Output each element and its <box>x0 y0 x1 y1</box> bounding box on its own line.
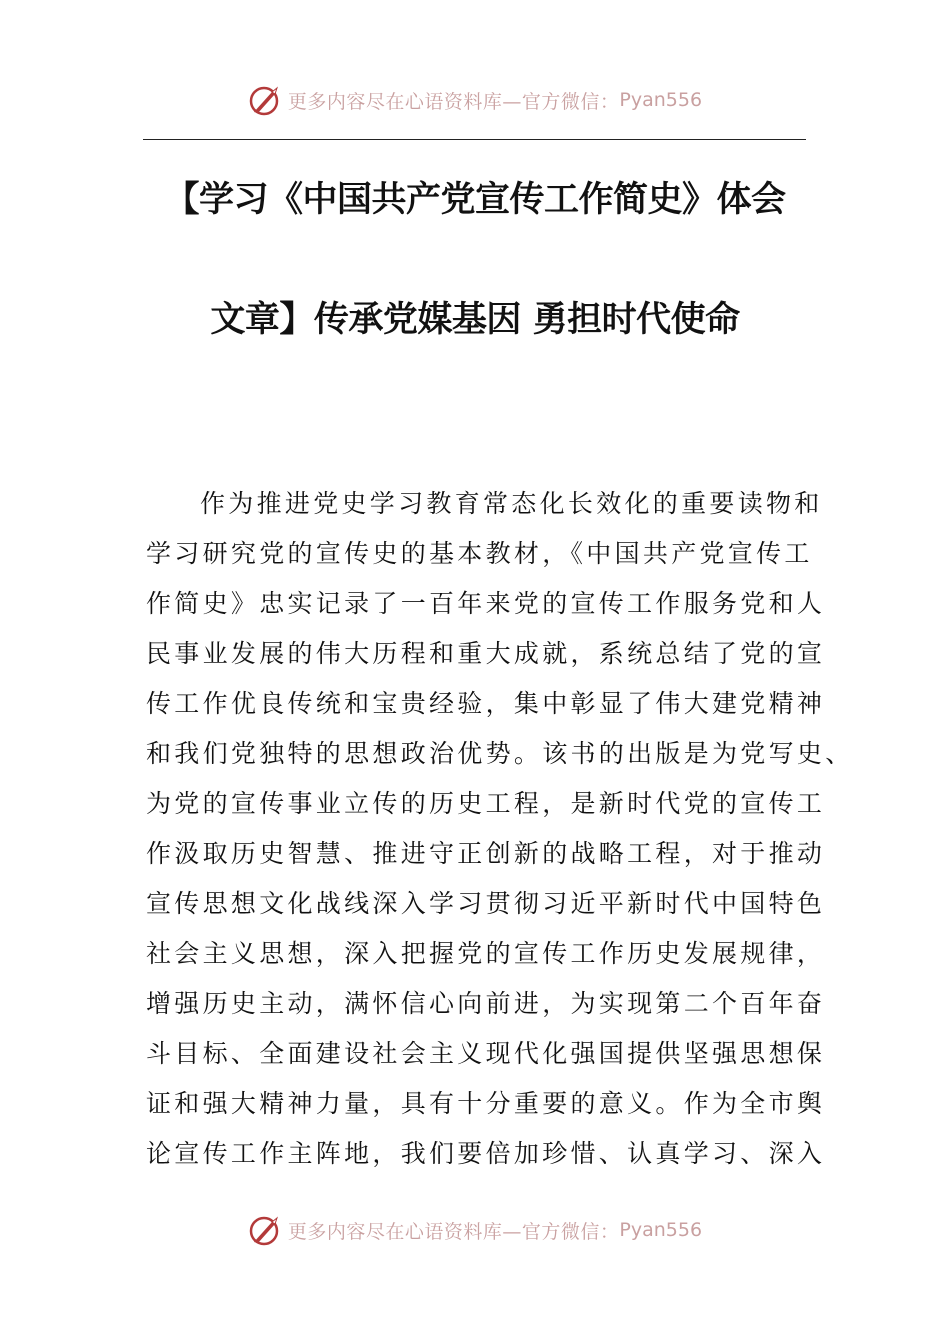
body-line: 作简史》忠实记录了一百年来党的宣传工作服务党和人 <box>146 589 826 618</box>
header-brand-text: 更多内容尽在心语资料库—官方微信： <box>287 90 620 113</box>
body-line: 论宣传工作主阵地，我们要倍加珍惜、认真学习、深入 <box>146 1139 826 1168</box>
body-line: 证和强大精神力量，具有十分重要的意义。作为全市舆 <box>146 1089 826 1118</box>
body-line: 传工作优良传统和宝贵经验，集中彰显了伟大建党精神 <box>146 689 826 718</box>
body-line: 和我们党独特的思想政治优势。该书的出版是为党写史、 <box>146 739 854 768</box>
pen-circle-icon <box>248 1212 284 1248</box>
footer-brand-bar <box>0 1210 950 1250</box>
pen-circle-icon <box>248 82 284 118</box>
body-line: 作汲取历史智慧、推进守正创新的战略工程，对于推动 <box>146 839 826 868</box>
body-line: 社会主义思想，深入把握党的宣传工作历史发展规律， <box>146 939 826 968</box>
body-line: 为党的宣传事业立传的历史工程，是新时代党的宣传工 <box>146 789 826 818</box>
header-wechat-id: Pyan556 <box>619 89 703 111</box>
document-body <box>146 479 854 1179</box>
body-line: 学习研究党的宣传史的基本教材，《中国共产党宣传工 <box>146 539 813 568</box>
footer-brand-text: 更多内容尽在心语资料库—官方微信： <box>287 1220 620 1243</box>
document-title-line-1: 【学习《中国共产党宣传工作简史》体会 <box>164 180 786 220</box>
body-line: 作为推进党史学习教育常态化长效化的重要读物和 <box>200 489 823 518</box>
body-line: 宣传思想文化战线深入学习贯彻习近平新时代中国特色 <box>146 889 826 918</box>
footer-wechat-id: Pyan556 <box>619 1219 703 1241</box>
header-brand-bar <box>0 80 950 120</box>
document-title-line-2: 文章】传承党媒基因 勇担时代使命 <box>210 300 740 340</box>
header-divider <box>143 139 806 140</box>
body-line: 增强历史主动，满怀信心向前进，为实现第二个百年奋 <box>146 989 826 1018</box>
body-line: 斗目标、全面建设社会主义现代化强国提供坚强思想保 <box>146 1039 826 1068</box>
body-line: 民事业发展的伟大历程和重大成就，系统总结了党的宣 <box>146 639 826 668</box>
